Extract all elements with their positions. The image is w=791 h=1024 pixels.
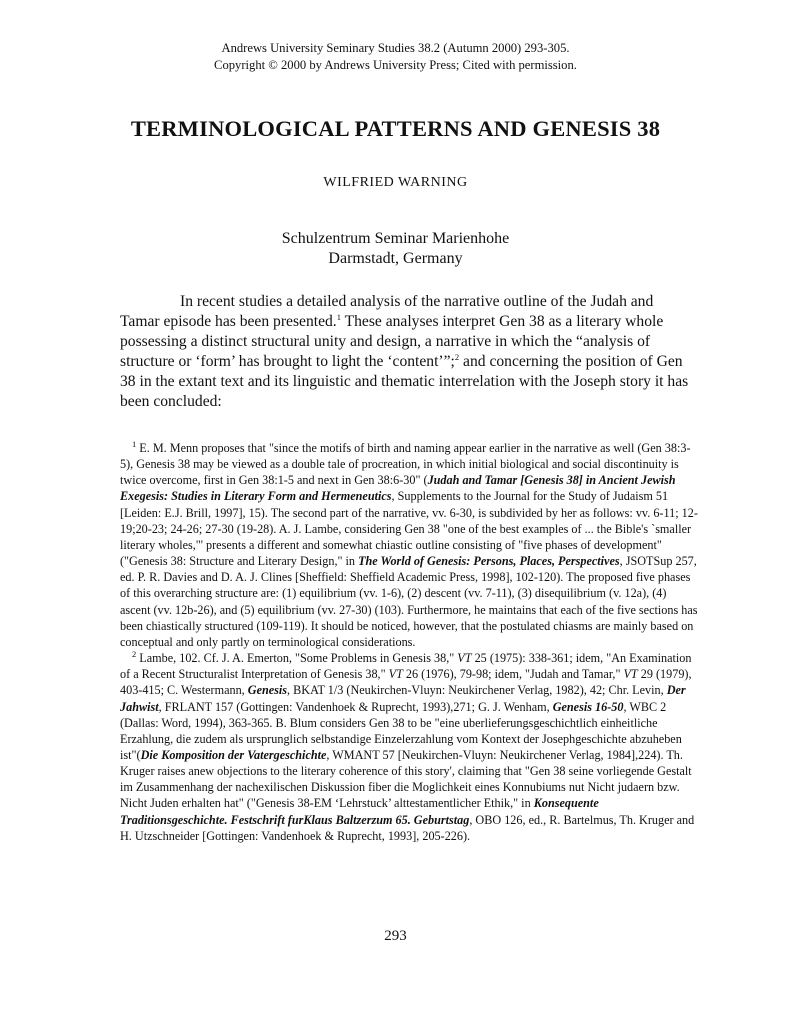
footnote-text: , BKAT 1/3 (Neukirchen-Vluyn: Neukirchener Verlag, 1982), 42; Chr. Levin, bbox=[287, 683, 667, 698]
author-affiliation bbox=[0, 229, 791, 269]
body-text-segment: These analyses interpret Gen 38 as a literary whole possessing a distinct structural unity and design, a narrative in which the “analysis of structure or ‘form’ has brought to light the ‘content’”; bbox=[120, 313, 664, 370]
body-text-segment: and concerning the position of Gen 38 in the extant text and its linguistic and thematic interrelation with the Joseph story it has been concluded: bbox=[120, 353, 689, 410]
footnote-book-title: Konsequente Traditionsgeschichte. Festschrift furKlaus Baltzerzum 65. Geburtstag bbox=[120, 796, 599, 827]
footnote-ref-1: 1 bbox=[336, 311, 341, 322]
footnote-text: , FRLANT 157 (Gottingen: Vandenhoek & Ruprecht, 1993),271; G. J. Wenham, bbox=[158, 699, 553, 714]
footnote-text: Lambe, 102. Cf. J. A. Emerton, "Some Problems in Genesis 38," bbox=[136, 651, 458, 666]
body-text-segment: In recent studies a detailed analysis of the narrative outline of the Judah and Tamar episode has been presented. bbox=[120, 293, 654, 330]
body-text bbox=[120, 292, 693, 412]
footnote-book-title: The World of Genesis: Persons, Places, Perspectives bbox=[358, 554, 620, 569]
footnote-book-title: Genesis bbox=[247, 683, 288, 698]
footnote-1 bbox=[120, 440, 698, 650]
footnote-number: 1 bbox=[132, 438, 137, 449]
footnote-journal-title: VT bbox=[388, 667, 403, 682]
footnote-text: , Supplements to the Journal for the Study of Judaism 51 [Leiden: E.J. Brill, 1997], 15). The second part of the narrative, vv. 6-30, is subdivided by her as follows: vv. 6-11; 12-19;20-23; 24-26; 27-30 (19-28). A. J. Lambe, considering Gen 38 "one of the best examples of ... the Bible's `smaller literary wholes,"' presents a different and somewhat chiastic outline consisting of "five phases of development" ("Genesis 38: Structure and Literary Design," in bbox=[120, 489, 698, 569]
article-title: TERMINOLOGICAL PATTERNS AND GENESIS 38 bbox=[130, 116, 661, 141]
affiliation-location: Darmstadt, Germany bbox=[328, 250, 463, 267]
footnote-text: 25 (1975): 338-361; idem, "An Examination of a Recent Structuralist Interpretation of Genesis 38," bbox=[120, 651, 692, 682]
page-number: 293 bbox=[384, 928, 407, 944]
footnote-journal-title: VT bbox=[457, 651, 472, 666]
body-paragraph bbox=[120, 292, 693, 412]
author-name: WILFRIED WARNING bbox=[323, 175, 468, 190]
footnote-2 bbox=[120, 650, 698, 844]
footnote-journal-title: VT bbox=[623, 667, 638, 682]
footnote-text: 26 (1976), 79-98; idem, "Judah and Tamar," bbox=[402, 667, 624, 682]
footnote-text: , OBO 126, ed., R. Bartelmus, Th. Kruger and H. Utzschneider [Gottingen: Vandenhoek & Ruprecht, 1993], 205-226). bbox=[120, 812, 695, 843]
footnote-text: , JSOTSup 257, ed. P. R. Davies and D. A. J. Clines [Sheffield: Sheffield Academic Press, 1998], 102-120). The proposed five phases of this overarching structure are: (1) equilibrium (vv. 1-6), (2) descent (vv. 7-11), (3) disequilibrium (v. 12a), (4) ascent (vv. 12b-26), and (5) equilibrium (vv. 27-30) (103). Furthermore, he maintains that each of the five sections has been chiastically structured (109-119). It should be noticed, however, that the postulated chiasms are mainly based on conceptual and only partly on terminological considerations. bbox=[120, 554, 698, 649]
footnote-text: , WMANT 57 [Neukirchen-Vluyn: Neukirchener Verlag, 1984],224). Th. Kruger raises anew objections to the literary coherence of this story', claiming that "Gen 38 seine vorliegende Gestalt im Zusammenhang der nachexilischen Diskussion fiber die Moglichkeit eines Konnubiums nut Nicht judaern bzw. Nicht Juden erhalten hat" ("Genesis 38-EM ‘Lehrstuck’ alttestamentlicher Ethik," in bbox=[120, 747, 692, 811]
footnote-book-title: Die Komposition der Vatergeschichte bbox=[140, 747, 327, 762]
footnote-text: E. M. Menn proposes that "since the motifs of birth and naming appear earlier in the narrative as well (Gen 38:3-5), Genesis 38 may be viewed as a double tale of procreation, in which initial biological and social discontinuity is twice overcome, first in Gen 38:1-5 and next in Gen 38:6-30" ( bbox=[120, 441, 691, 488]
affiliation-institution: Schulzentrum Seminar Marienhohe bbox=[281, 230, 510, 247]
citation-line-journal: Andrews University Seminary Studies 38.2 (Autumn 2000) 293-305. bbox=[221, 41, 570, 55]
footnote-book-title: Judah and Tamar [Genesis 38] in Ancient Jewish Exegesis: Studies in Literary Form and Hermeneutics bbox=[120, 473, 676, 504]
footnotes bbox=[120, 440, 698, 844]
footnote-book-title: Der Jahwist bbox=[120, 683, 686, 714]
citation-line-copyright: Copyright © 2000 by Andrews University Press; Cited with permission. bbox=[214, 58, 577, 72]
citation-header bbox=[0, 40, 791, 74]
footnote-ref-2: 2 bbox=[454, 351, 460, 362]
footnote-book-title: Genesis 16-50 bbox=[552, 699, 624, 714]
footnote-text: 29 (1979), 403-415; C. Westermann, bbox=[120, 667, 692, 698]
footnote-number: 2 bbox=[132, 648, 137, 659]
footnote-text: , WBC 2 (Dallas: Word, 1994), 363-365. B. Blum considers Gen 38 to be "eine uberlieferungsgeschichtlich einheitliche Erzahlung, die zudem als ursprunglich selbstandige Einzelerzahlung vom Kontext der Josephgeschichte abzuheben ist"( bbox=[120, 699, 682, 762]
